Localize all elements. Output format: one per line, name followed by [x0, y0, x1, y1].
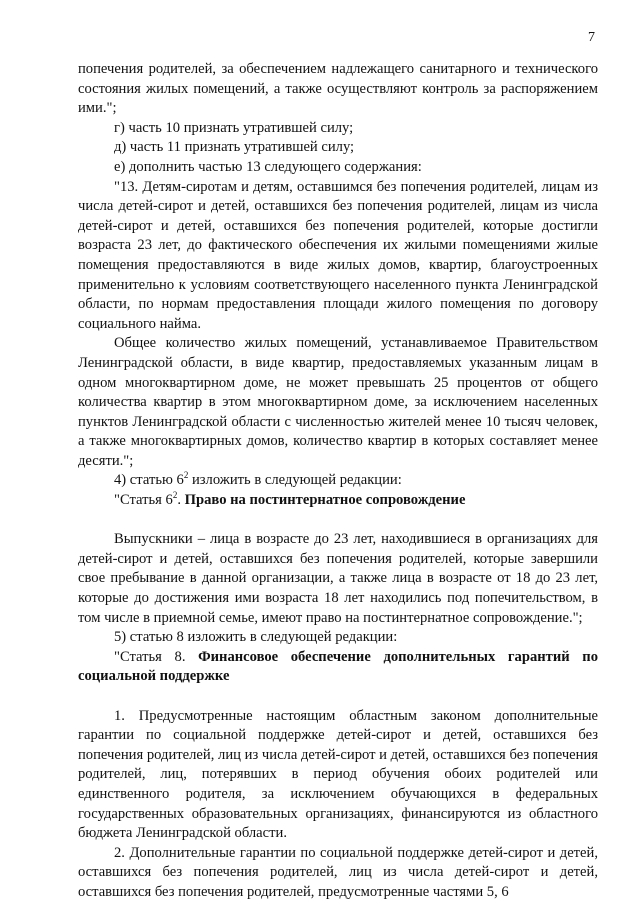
paragraph-item-4 — [78, 471, 598, 491]
item-4-text-start: 4) статью 6 — [114, 472, 184, 489]
paragraph-item-d: д) часть 11 признать утратившей силу; — [114, 139, 355, 156]
article-8-label: "Статья 8. — [114, 648, 199, 665]
page-number: 7 — [588, 30, 595, 45]
article-6-2-label: "Статья 6 — [114, 492, 173, 509]
article-6-2-separator: . — [177, 492, 185, 509]
article-6-2-superscript: 2 — [172, 490, 178, 501]
item-4-text-end: изложить в следующей редакции: — [188, 472, 402, 489]
article-6-2-title: Право на постинтернатное сопровождение — [184, 492, 466, 509]
paragraph-item-g: г) часть 10 признать утратившей силу; — [114, 119, 354, 136]
document-body — [78, 60, 598, 903]
paragraph-article-8-part-2: 2. Дополнительные гарантии по социальной поддержке детей-сирот и детей, оставшихся без попечения родителей, лиц из числа детей-сирот и детей, оставшихся без попечения родителей, предусмотренные частями 5, 6 — [78, 844, 598, 900]
paragraph-item-5: 5) статью 8 изложить в следующей редакции: — [114, 629, 398, 646]
spacer — [78, 511, 598, 531]
paragraph-part-13: "13. Детям-сиротам и детям, оставшимся без попечения родителей, лицам из числа детей-сирот и детей, оставшихся без попечения родителей, лицам из числа детей-сирот и детей, оставшихся без попечения родителей, которые достигли возраста 23 лет, до фактического обеспечения их жилыми помещениями жилые помещения предоставляются в виде жилых домов, квартир, благоустроенных применительно к условиям соответствующего населенного пункта Ленинградской области, по нормам предоставления площади жилого помещения по договору социального найма. — [78, 178, 598, 332]
spacer — [78, 687, 598, 707]
paragraph-item-e: е) дополнить частью 13 следующего содержания: — [114, 158, 422, 175]
paragraph-article-8-part-1: 1. Предусмотренные настоящим областным законом дополнительные гарантии по социальной поддержке детей-сирот и детей, оставшихся без попечения родителей, лиц из числа детей-сирот и детей, оставшихся без попечения родителей, лиц, потерявших в период обучения обоих родителей или единственного родителя, за исключением обучающихся в федеральных государственных образовательных организациях, финансируются из областного бюджета Ленинградской области. — [78, 707, 598, 842]
article-8-title: Финансовое обеспечение дополнительных гарантий по социальной поддержке — [78, 648, 598, 685]
paragraph-graduates: Выпускники – лица в возрасте до 23 лет, находившиеся в организациях для детей-сирот и детей, оставшихся без попечения родителей, которые завершили свое пребывание в данной организации, а также лица в возрасте от 18 до 23 лет, которые до достижения ими возраста 18 лет находились под попечительством, в том числе в приемной семье, имеют право на постинтернатное сопровождение."; — [78, 531, 598, 626]
paragraph-housing-quota: Общее количество жилых помещений, устанавливаемое Правительством Ленинградской области, в виде квартир, предоставляемых указанным лицам в одном многоквартирном доме, не может превышать 25 процентов от общего количества квартир в этом многоквартирном доме, за исключением населенных пунктов Ленинградской области с численностью жителей менее 10 тысяч человек, а также многоквартирных домов, количество квартир в которых составляет менее десяти."; — [78, 335, 598, 469]
item-4-superscript: 2 — [183, 470, 189, 481]
article-6-2-heading — [78, 491, 598, 511]
paragraph-contract-end: попечения родителей, за обеспечением надлежащего санитарного и технического состояния жилых помещений, а также осуществляют контроль за распоряжением ими."; — [78, 61, 598, 117]
article-8-heading — [78, 648, 598, 687]
